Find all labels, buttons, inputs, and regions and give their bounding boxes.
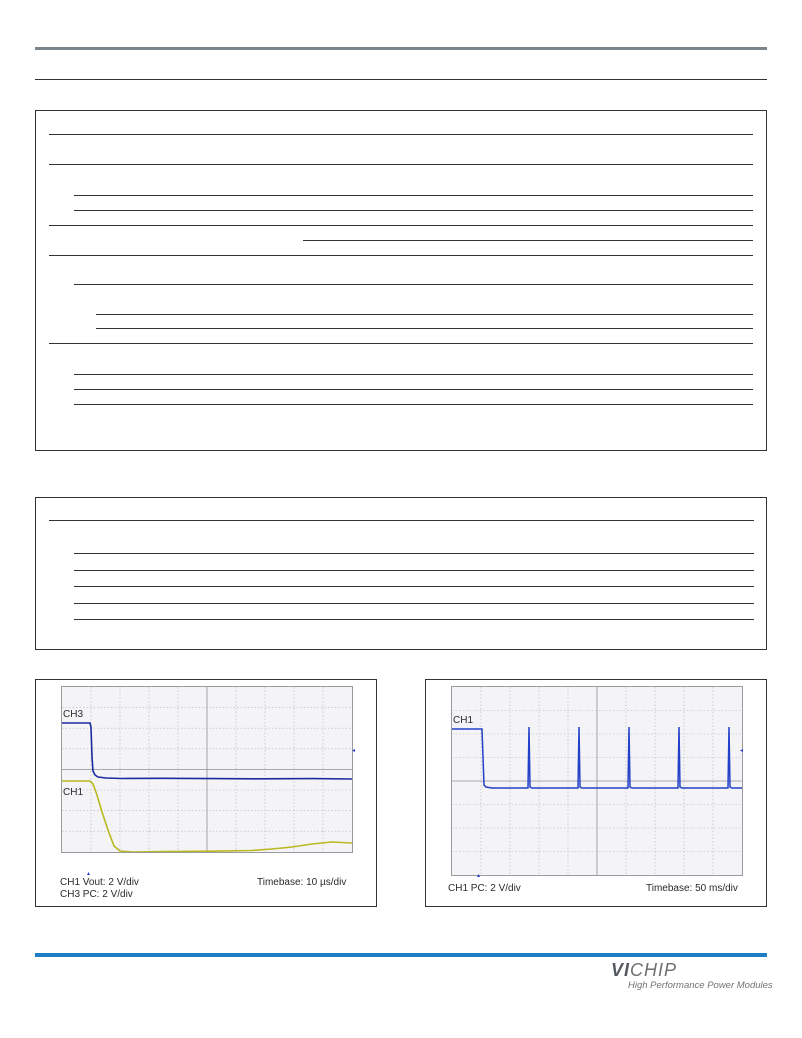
table-row-divider [49,225,753,226]
footer-bar [35,953,767,957]
table-row-divider [49,343,753,344]
table-row-divider [96,328,753,329]
table-row-divider [49,164,753,165]
trigger-position-marker: ▴ [477,873,481,879]
table-row-divider [74,374,753,375]
table-row-divider [74,619,754,620]
table-row-divider [74,195,753,196]
table-row-divider [74,210,753,211]
scope-waveform [62,687,352,852]
trigger-level-marker: ◂ [740,748,744,754]
table-row-divider [74,570,754,571]
scope-screen [61,686,356,853]
spec-table-panel-2 [35,497,767,650]
scope-footer-ch1-scale: CH1 PC: 2 V/div [448,883,521,894]
table-row-divider [74,404,753,405]
table-row-divider [74,553,754,554]
header-underline [35,79,767,80]
table-row-divider [303,240,753,241]
scope-footer-ch3-scale: CH3 PC: 2 V/div [60,889,133,900]
table-row-divider [74,389,753,390]
scope-screen [451,686,743,876]
table-row-divider [74,603,754,604]
scope-capture-left [35,679,377,907]
table-row-divider [96,314,753,315]
table-row-divider [74,586,754,587]
table-row-divider [49,255,753,256]
scope-footer-timebase: Timebase: 50 ms/div [646,883,738,894]
scope-capture-right [425,679,767,907]
brand-tagline: High Performance Power Modules [628,980,773,991]
vichip-logo: VICHIP [611,960,678,980]
spec-table-panel-1 [35,110,767,451]
table-row-divider [74,284,753,285]
channel-label-ch1: CH1 [453,715,474,726]
trigger-position-marker: ▴ [87,871,91,877]
scope-footer-timebase: Timebase: 10 µs/div [257,877,347,888]
table-row-divider [49,520,754,521]
channel-label-ch1: CH1 [63,787,84,798]
trigger-level-marker: ◂ [352,748,356,754]
scope-footer-ch1-scale: CH1 Vout: 2 V/div [60,877,139,888]
scope-waveform [452,687,742,875]
header-rule [35,47,767,50]
table-row-divider [49,134,753,135]
channel-label-ch3: CH3 [63,709,84,720]
